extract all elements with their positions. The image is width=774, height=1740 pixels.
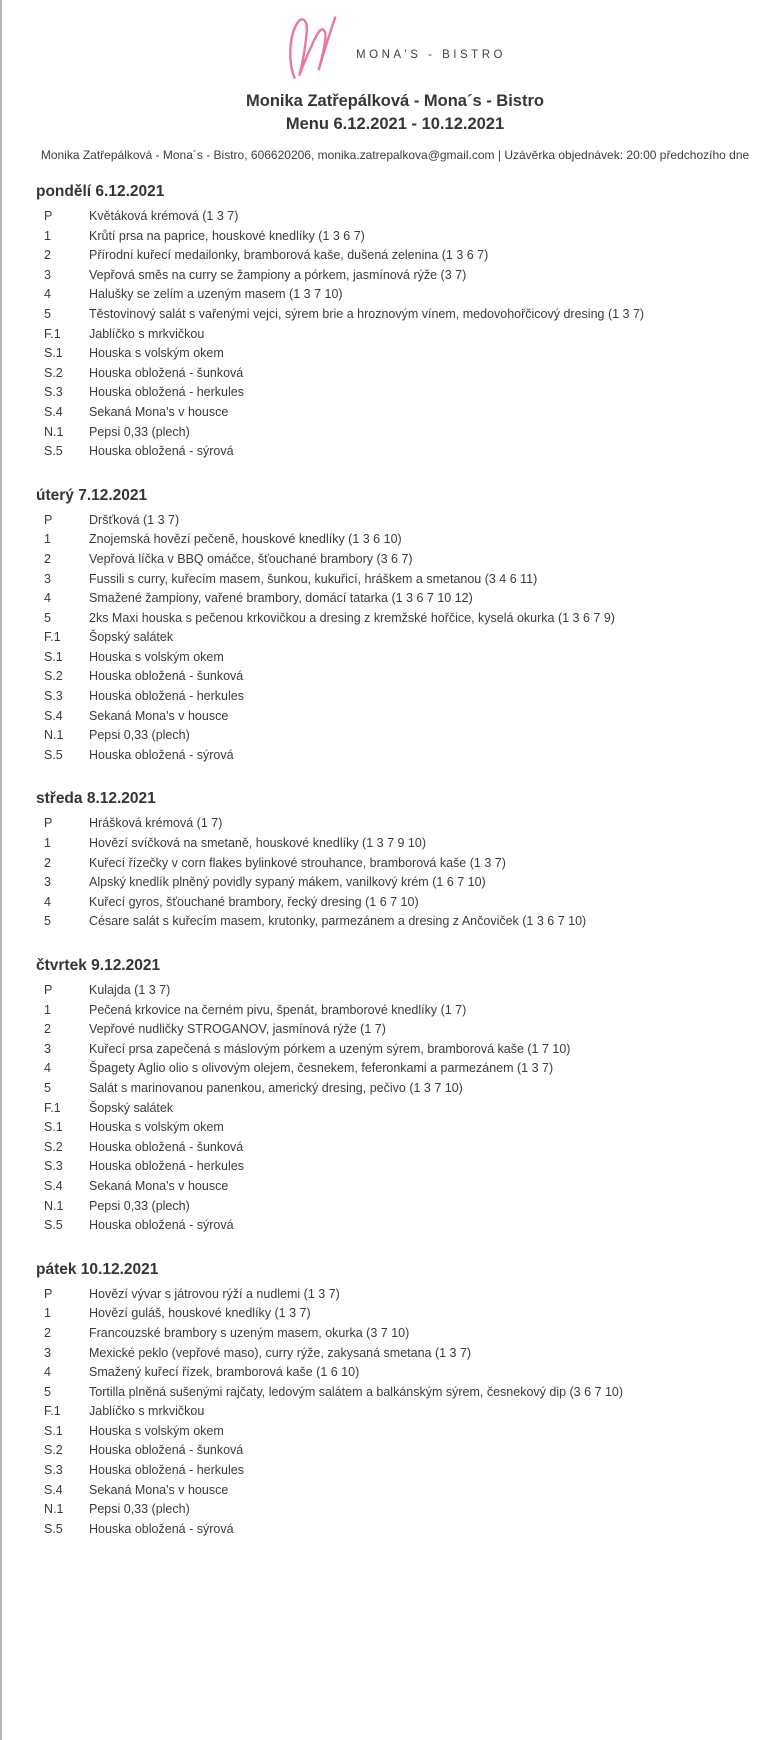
day-title: čtvrtek 9.12.2021 [36, 957, 161, 974]
menu-row-code: 5 [44, 1384, 51, 1399]
day-section [36, 789, 754, 932]
menu-row-item: Tortilla plněná sušenými rajčaty, ledovým salátem a balkánským sýrem, česnekový dip (3 6 7 10) [89, 1384, 624, 1399]
menu-row [36, 364, 754, 384]
menu-row-code: 2 [44, 248, 51, 263]
menu-row-item: Houska obložená - šunková [89, 1139, 244, 1154]
menu-row [36, 726, 754, 746]
menu-row-item: Houska obložená - herkules [89, 689, 244, 704]
menu-row-item: Vepřové nudličky STROGANOV, jasmínová rýže (1 7) [89, 1022, 386, 1037]
menu-row [36, 383, 754, 403]
menu-row [36, 1079, 754, 1099]
menu-row-item: Houska obložená - herkules [89, 385, 244, 400]
menu-row-code: S.1 [44, 1423, 63, 1438]
menu-row-code: S.3 [44, 1159, 63, 1174]
menu-row-code: P [44, 816, 53, 831]
menu-row-code: S.1 [44, 1120, 63, 1135]
menu-row-code: P [44, 512, 53, 527]
menu-row [36, 667, 754, 687]
menu-row-code: 3 [44, 875, 51, 890]
menu-row [36, 589, 754, 609]
page-title: Monika Zatřepálková - Mona´s - Bistro [246, 92, 544, 110]
menu-row-code: F.1 [44, 630, 61, 645]
menu-row [36, 1177, 754, 1197]
menu-row-code: 2 [44, 1325, 51, 1340]
menu-row-code: S.1 [44, 649, 63, 664]
menu-row-item: Pepsi 0,33 (plech) [89, 1502, 190, 1517]
menu-row-item: Pepsi 0,33 (plech) [89, 1198, 190, 1213]
menu-row-item: Přírodní kuřecí medailonky, bramborová kaše, dušená zelenina (1 3 6 7) [89, 248, 489, 263]
menu-row-code: S.4 [44, 708, 63, 723]
menu-row-item: Houska obložená - šunková [89, 669, 244, 684]
menu-row-item: Pepsi 0,33 (plech) [89, 424, 190, 439]
contact-line: Monika Zatřepálková - Mona´s - Bistro, 606620206, monika.zatrepalkova@gmail.com | Uzávěrka objednávek: 20:00 předchozího dne [40, 148, 750, 162]
menu-row [36, 550, 754, 570]
menu-row [36, 1500, 754, 1520]
logo-text: MONA'S - BISTRO [356, 49, 506, 61]
day-rows [36, 981, 754, 1236]
menu-row [36, 1001, 754, 1021]
menu-row [36, 285, 754, 305]
menu-date-range: Menu 6.12.2021 - 10.12.2021 [285, 114, 505, 133]
menu-row [36, 1461, 754, 1481]
day-section [36, 182, 754, 462]
menu-row [36, 1059, 754, 1079]
menu-row-code: N.1 [44, 1198, 64, 1213]
menu-row-code: S.2 [44, 669, 63, 684]
day-section [36, 486, 754, 766]
menu-row [36, 912, 754, 932]
menu-row [36, 1422, 754, 1442]
menu-row [36, 530, 754, 550]
menu-row [36, 687, 754, 707]
menu-row-item: Sekaná Mona's v housce [89, 708, 229, 723]
menu-row-item: Houska s volským okem [89, 1120, 224, 1135]
menu-row-code: 3 [44, 267, 51, 282]
menu-row [36, 570, 754, 590]
menu-row-code: S.3 [44, 689, 63, 704]
menu-row-code: 1 [44, 228, 51, 243]
menu-row-code: S.4 [44, 404, 63, 419]
menu-row [36, 1324, 754, 1344]
menu-row-code: 4 [44, 1061, 51, 1076]
menu-row-item: Francouzské brambory s uzeným masem, okurka (3 7 10) [89, 1325, 410, 1340]
menu-row [36, 609, 754, 629]
menu-row-code: 5 [44, 610, 51, 625]
menu-row-code: S.5 [44, 747, 63, 762]
menu-row [36, 1216, 754, 1236]
menu-row-item: Kuřecí řízečky v corn flakes bylinkové strouhance, bramborová kaše (1 3 7) [89, 855, 506, 870]
menu-row [36, 1118, 754, 1138]
menu-row-item: Květáková krémová (1 3 7) [89, 209, 239, 223]
day-rows [36, 511, 754, 766]
menu-row [36, 981, 754, 1001]
menu-row-item: Kuřecí prsa zapečená s máslovým pórkem a uzeným sýrem, bramborová kaše (1 7 10) [89, 1041, 571, 1056]
menu-row-item: Fussili s curry, kuřecím masem, šunkou, kukuřicí, hráškem a smetanou (3 4 6 11) [89, 571, 538, 586]
menu-row-code: N.1 [44, 424, 64, 439]
menu-row-item: Šopský salátek [89, 630, 174, 645]
menu-row [36, 227, 754, 247]
menu-row-item: Houska obložená - herkules [89, 1159, 244, 1174]
day-rows [36, 814, 754, 932]
menu-row [36, 325, 754, 345]
menu-row-code: 2 [44, 855, 51, 870]
day-title: úterý 7.12.2021 [36, 486, 148, 504]
menu-row-code: 4 [44, 591, 51, 606]
menu-row-code: S.4 [44, 1482, 63, 1497]
menu-row [36, 1441, 754, 1461]
menu-row-code: F.1 [44, 326, 61, 341]
menu-row-code: 3 [44, 571, 51, 586]
menu-row [36, 628, 754, 648]
menu-row [36, 893, 754, 913]
menu-row-code: 4 [44, 894, 51, 909]
menu-row-item: Houska obložená - sýrová [89, 1218, 234, 1233]
menu-row-code: S.5 [44, 444, 63, 459]
logo [36, 10, 754, 86]
menu-row-item: Pepsi 0,33 (plech) [89, 728, 190, 743]
menu-row-item: Houska s volským okem [89, 346, 224, 361]
menu-row [36, 1402, 754, 1422]
menu-row-item: Krůtí prsa na paprice, houskové knedlíky (1 3 6 7) [89, 228, 365, 243]
menu-row [36, 246, 754, 266]
menu-row [36, 1363, 754, 1383]
menu-row-item: Šopský salátek [89, 1100, 174, 1115]
menu-row-code: 3 [44, 1345, 51, 1360]
menu-row [36, 1020, 754, 1040]
menu-row-item: Hrášková krémová (1 7) [89, 816, 223, 831]
menu-row [36, 648, 754, 668]
menu-row-item: Hovězí vývar s játrovou rýží a nudlemi (1 3 7) [89, 1286, 340, 1301]
menu-row-item: Césare salát s kuřecím masem, krutonky, parmezánem a dresing z Ančoviček (1 3 6 7 10) [89, 914, 587, 929]
menu-row [36, 834, 754, 854]
menu-row-code: N.1 [44, 1502, 64, 1517]
menu-row-code: S.3 [44, 385, 63, 400]
menu-row [36, 207, 754, 227]
menu-row-code: 1 [44, 836, 51, 851]
menu-row [36, 1304, 754, 1324]
menu-row-item: Houska obložená - sýrová [89, 444, 234, 459]
menu-row-code: 5 [44, 914, 51, 929]
menu-row-code: F.1 [44, 1404, 61, 1419]
menu-row-item: Salát s marinovanou panenkou, americký dresing, pečivo (1 3 7 10) [89, 1080, 463, 1095]
menu-row-item: Sekaná Mona's v housce [89, 1178, 229, 1193]
menu-row-code: 4 [44, 1365, 51, 1380]
menu-row [36, 1344, 754, 1364]
day-rows [36, 1285, 754, 1540]
menu-row [36, 707, 754, 727]
day-section [36, 1260, 754, 1540]
menu-row [36, 873, 754, 893]
menu-row-item: Houska obložená - sýrová [89, 1521, 234, 1536]
menu-row-item: Kuřecí gyros, šťouchané brambory, řecký dresing (1 6 7 10) [89, 894, 419, 909]
menu-row-item: Špagety Aglio olio s olivovým olejem, česnekem, feferonkami a parmezánem (1 3 7) [89, 1061, 554, 1076]
menu-row-item: Smažený kuřecí řízek, bramborová kaše (1 6 10) [89, 1365, 360, 1380]
menu-row [36, 1481, 754, 1501]
menu-row [36, 746, 754, 766]
menu-row-item: Houska s volským okem [89, 1423, 224, 1438]
menu-row-code: 3 [44, 1041, 51, 1056]
menu-row [36, 403, 754, 423]
menu-row-item: Vepřová líčka v BBQ omáčce, šťouchané brambory (3 6 7) [89, 551, 413, 566]
menu-row-item: Sekaná Mona's v housce [89, 404, 229, 419]
menu-row-item: Hovězí svíčková na smetaně, houskové knedlíky (1 3 7 9 10) [89, 836, 426, 851]
menu-row [36, 305, 754, 325]
day-title: středa 8.12.2021 [36, 790, 156, 808]
menu-row-item: Vepřová směs na curry se žampiony a pórkem, jasmínová rýže (3 7) [89, 267, 467, 282]
menu-row [36, 1040, 754, 1060]
menu-row-code: 5 [44, 306, 51, 321]
menu-row-item: Houska s volským okem [89, 649, 224, 664]
menu-row-item: Houska obložená - šunková [89, 365, 244, 380]
menu-row [36, 423, 754, 443]
menu-row [36, 1138, 754, 1158]
day-title: pondělí 6.12.2021 [36, 183, 165, 200]
menu-row-code: 1 [44, 1002, 51, 1017]
day-title: pátek 10.12.2021 [36, 1260, 159, 1278]
menu-row-item: Pečená krkovice na černém pivu, špenát, bramborové knedlíky (1 7) [89, 1002, 467, 1017]
menu-row-item: Halušky se zelím a uzeným masem (1 3 7 10) [89, 287, 343, 302]
menu-row-code: 2 [44, 1022, 51, 1037]
menu-row-code: S.5 [44, 1521, 63, 1536]
menu-row-item: Smažené žampiony, vařené brambory, domácí tatarka (1 3 6 7 10 12) [89, 591, 473, 606]
day-rows [36, 207, 754, 462]
menu-row-item: Mexické peklo (vepřové maso), curry rýže, zakysaná smetana (1 3 7) [89, 1345, 472, 1360]
menu-row [36, 1285, 754, 1305]
menu-row-code: P [44, 983, 53, 997]
menu-row-item: Houska obložená - herkules [89, 1463, 244, 1478]
menu-row-item: 2ks Maxi houska s pečenou krkovičkou a dresing z kremžské hořčice, kyselá okurka (1 3 6 7 9) [89, 610, 615, 625]
menu-row-code: P [44, 1286, 53, 1301]
menu-row [36, 266, 754, 286]
menu-row-code: S.2 [44, 1139, 63, 1154]
menu-row-code: S.4 [44, 1178, 63, 1193]
menu-days [36, 182, 754, 1539]
menu-row-code: 1 [44, 1306, 51, 1321]
menu-row-code: S.3 [44, 1463, 63, 1478]
menu-row [36, 1383, 754, 1403]
menu-row [36, 854, 754, 874]
menu-row-code: N.1 [44, 728, 64, 743]
menu-row-item: Kulajda (1 3 7) [89, 983, 171, 997]
menu-row-item: Dršťková (1 3 7) [89, 512, 180, 527]
day-section [36, 956, 754, 1236]
menu-row-code: S.1 [44, 346, 63, 361]
menu-row-item: Sekaná Mona's v housce [89, 1482, 229, 1497]
menu-row [36, 442, 754, 462]
menu-row-code: 2 [44, 551, 51, 566]
menu-row-code: 1 [44, 532, 51, 547]
menu-row-code: S.2 [44, 365, 63, 380]
menu-row-item: Alpský knedlík plněný povidly sypaný mákem, vanilkový krém (1 6 7 10) [89, 875, 486, 890]
menu-row-item: Houska obložená - sýrová [89, 747, 234, 762]
menu-row [36, 814, 754, 834]
menu-row-item: Jablíčko s mrkvičkou [89, 326, 205, 341]
menu-row-code: F.1 [44, 1100, 61, 1115]
menu-row [36, 511, 754, 531]
menu-row-code: 4 [44, 287, 51, 302]
monas-bistro-m-icon [284, 11, 342, 85]
menu-row-item: Hovězí guláš, houskové knedlíky (1 3 7) [89, 1306, 311, 1321]
menu-row [36, 344, 754, 364]
menu-row-item: Jablíčko s mrkvičkou [89, 1404, 205, 1419]
menu-row-code: S.5 [44, 1218, 63, 1233]
title-block [36, 90, 754, 135]
menu-row-code: S.2 [44, 1443, 63, 1458]
menu-row-code: P [44, 209, 53, 223]
menu-row-item: Znojemská hovězí pečeně, houskové knedlíky (1 3 6 10) [89, 532, 402, 547]
menu-row [36, 1157, 754, 1177]
menu-row [36, 1520, 754, 1540]
menu-row-code: 5 [44, 1080, 51, 1095]
menu-row [36, 1197, 754, 1217]
menu-row-item: Houska obložená - šunková [89, 1443, 244, 1458]
menu-row [36, 1099, 754, 1119]
menu-row-item: Těstovinový salát s vařenými vejci, sýrem brie a hroznovým vínem, medovohořčicový dresing (1 3 7) [89, 306, 645, 321]
